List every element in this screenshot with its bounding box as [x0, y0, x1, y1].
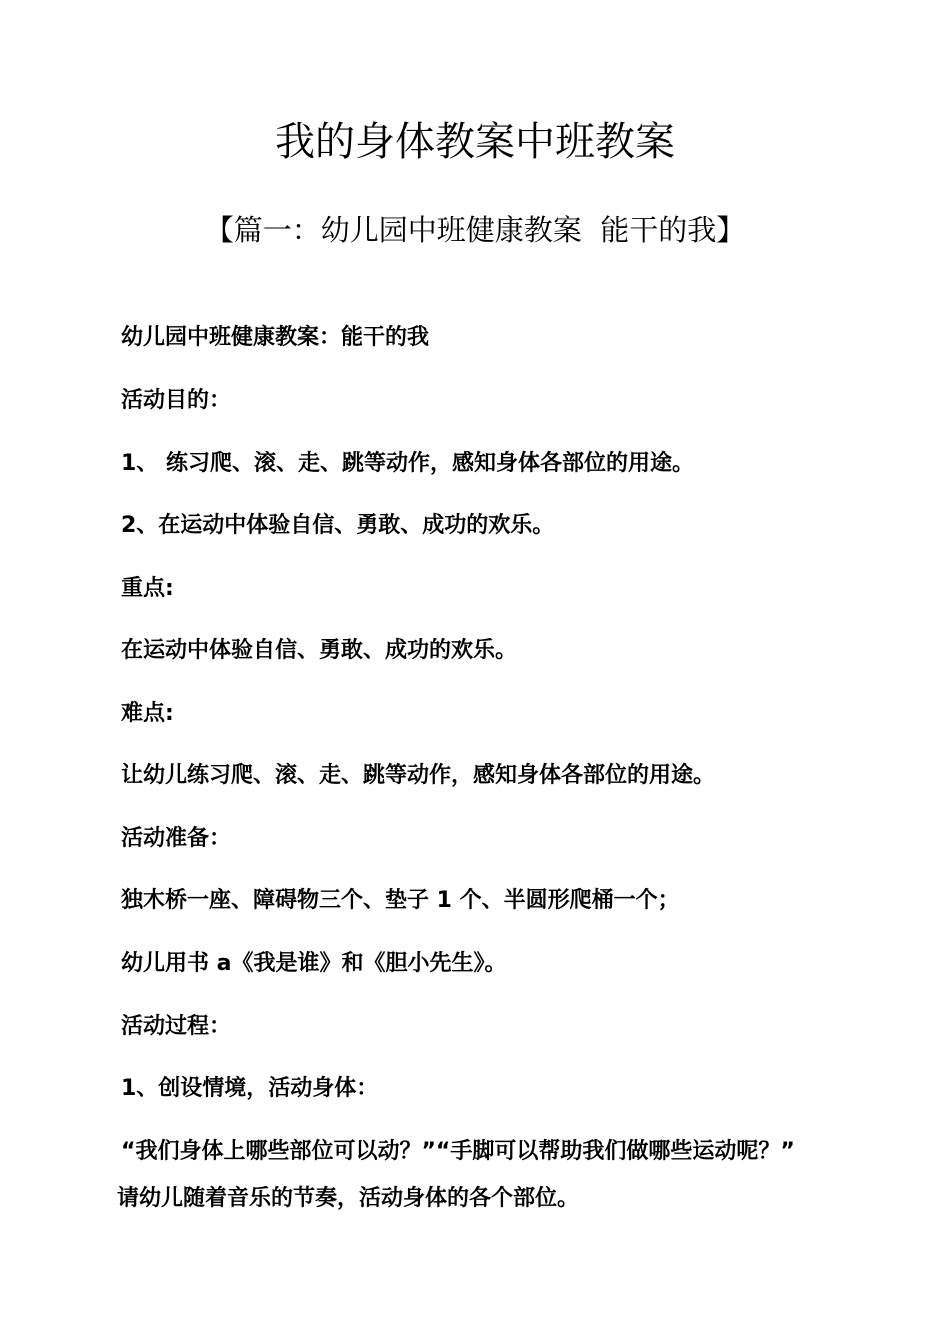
section-heading-preparation: 活动准备：: [121, 826, 232, 851]
section-heading-goals: 活动目的：: [121, 388, 232, 413]
goal-item-1: 1、 练习爬、滚、走、跳等动作，感知身体各部位的用途。: [121, 451, 694, 476]
section-heading-key-point: 重点:: [121, 576, 174, 601]
process-instruction: 请幼儿随着音乐的节奏，活动身体的各个部位。: [117, 1186, 580, 1211]
document-subtitle: 【篇一：幼儿园中班健康教案 能干的我】: [204, 213, 746, 247]
section-heading-process: 活动过程：: [121, 1014, 232, 1039]
preparation-item-1: 独木桥一座、障碍物三个、垫子 1 个、半圆形爬桶一个；: [121, 888, 680, 913]
process-quote: “我们身体上哪些部位可以动？”“手脚可以帮助我们做哪些运动呢？”: [121, 1139, 795, 1164]
key-point-text: 在运动中体验自信、勇敢、成功的欢乐。: [121, 638, 518, 663]
process-step-1: 1、创设情境，活动身体：: [121, 1076, 379, 1101]
section-heading-difficulty: 难点:: [121, 701, 174, 726]
document-title: 我的身体教案中班教案: [275, 119, 675, 165]
lesson-heading: 幼儿园中班健康教案：能干的我: [121, 325, 430, 350]
preparation-item-2: 幼儿用书 a《我是谁》和《胆小先生》。: [121, 951, 507, 976]
goal-item-2: 2、在运动中体验自信、勇敢、成功的欢乐。: [121, 513, 555, 538]
difficulty-text: 让幼儿练习爬、滚、走、跳等动作，感知身体各部位的用途。: [121, 763, 716, 788]
